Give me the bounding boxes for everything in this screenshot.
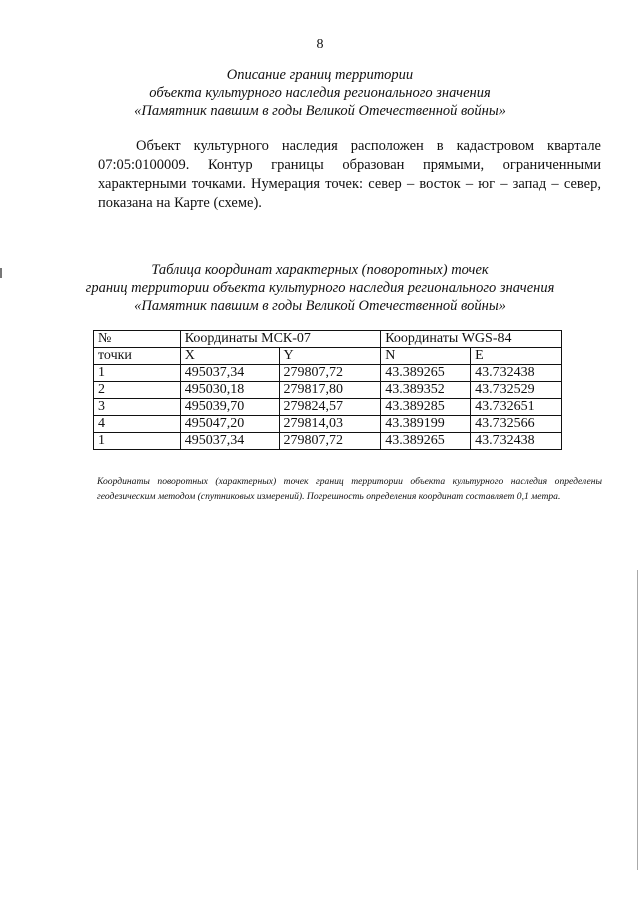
cell-y: 279824,57 xyxy=(279,399,381,416)
cell-point: 2 xyxy=(94,382,181,399)
table-row xyxy=(94,433,562,450)
cell-n: 43.389265 xyxy=(381,365,471,382)
cell-e: 43.732438 xyxy=(471,365,562,382)
cell-point: 1 xyxy=(94,365,181,382)
header-col-n: N xyxy=(381,348,471,365)
cell-e: 43.732566 xyxy=(471,416,562,433)
description-title-line-3: «Памятник павшим в годы Великой Отечественной войны» xyxy=(134,103,506,119)
cell-point: 1 xyxy=(94,433,181,450)
table-header-row-2 xyxy=(94,348,562,365)
header-col-e: E xyxy=(471,348,562,365)
cell-n: 43.389199 xyxy=(381,416,471,433)
cell-y: 279807,72 xyxy=(279,365,381,382)
table-row xyxy=(94,382,562,399)
header-col-y: Y xyxy=(279,348,381,365)
header-wgs-group: Координаты WGS-84 xyxy=(381,331,562,348)
cell-e: 43.732438 xyxy=(471,433,562,450)
footnote: Координаты поворотных (характерных) точек границ территории объекта культурного наследия определены геодезическим методом (спутниковых измерений). Погрешность определения координат составляет 0,1 метра. xyxy=(97,476,602,502)
cell-x: 495047,20 xyxy=(180,416,279,433)
cell-y: 279817,80 xyxy=(279,382,381,399)
cell-y: 279814,03 xyxy=(279,416,381,433)
table-row xyxy=(94,399,562,416)
table-header-row-1 xyxy=(94,331,562,348)
description-title xyxy=(0,66,640,120)
scan-edge-mark-left xyxy=(0,268,2,278)
coordinates-table xyxy=(93,330,562,450)
cell-n: 43.389265 xyxy=(381,433,471,450)
cell-e: 43.732651 xyxy=(471,399,562,416)
table-row xyxy=(94,416,562,433)
description-title-line-1: Описание границ территории xyxy=(226,67,414,83)
table-title-line-3: «Памятник павшим в годы Великой Отечественной войны» xyxy=(134,298,506,314)
header-point-number: № xyxy=(94,331,181,348)
page-number: 8 xyxy=(316,37,324,52)
table-title-line-2: границ территории объекта культурного наследия регионального значения xyxy=(85,280,555,296)
table-title-line-1: Таблица координат характерных (поворотных) точек xyxy=(151,262,489,278)
cell-x: 495030,18 xyxy=(180,382,279,399)
cell-x: 495039,70 xyxy=(180,399,279,416)
cell-point: 4 xyxy=(94,416,181,433)
cell-x: 495037,34 xyxy=(180,365,279,382)
body-paragraph: Объект культурного наследия расположен в кадастровом квартале 07:05:0100009. Контур границы образован прямыми, ограниченными характерными точками. Нумерация точек: север – восток – юг – запад – север, показана на Карте (схеме). xyxy=(98,138,601,211)
header-msk-group: Координаты МСК-07 xyxy=(180,331,381,348)
cell-e: 43.732529 xyxy=(471,382,562,399)
cell-point: 3 xyxy=(94,399,181,416)
cell-x: 495037,34 xyxy=(180,433,279,450)
body-paragraph-block xyxy=(98,137,601,213)
table-title xyxy=(0,261,640,315)
table-row xyxy=(94,365,562,382)
header-point-label: точки xyxy=(94,348,181,365)
scan-edge-mark-right xyxy=(637,570,638,870)
cell-y: 279807,72 xyxy=(279,433,381,450)
description-title-line-2: объекта культурного наследия регионального значения xyxy=(149,85,491,101)
header-col-x: X xyxy=(180,348,279,365)
cell-n: 43.389352 xyxy=(381,382,471,399)
cell-n: 43.389285 xyxy=(381,399,471,416)
